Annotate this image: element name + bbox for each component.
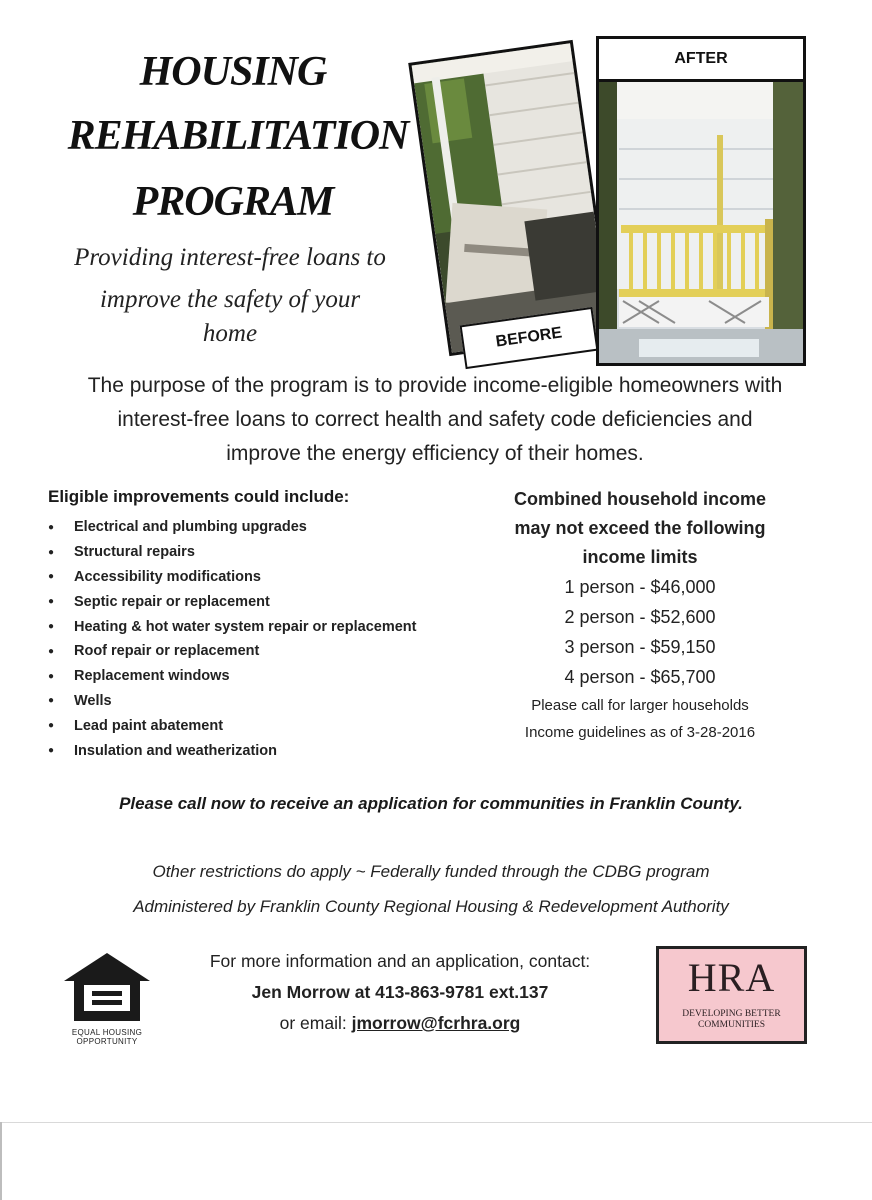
bullet-icon: ● [48,521,55,533]
list-item [48,565,416,590]
title-line-1: HOUSING [139,49,327,95]
bullet-icon: ● [48,670,55,682]
subtitle-line-1: Providing interest-free loans to [74,244,386,271]
purpose-paragraph [40,369,830,471]
page-edge-left [0,1122,2,1200]
income-limits-block [470,485,810,746]
bullet-icon: ● [48,720,55,732]
subtitle-line-2: improve the safety of your [99,286,361,313]
income-heading-2: may not exceed the following [514,518,766,538]
list-item-label: Roof repair or replacement [74,643,260,660]
purpose-line-3: improve the energy efficiency of their homes. [226,442,644,465]
subtitle-line-3: home [202,320,258,347]
house-icon [62,951,152,1023]
contact-block [170,946,630,1039]
list-item [48,515,416,540]
hra-logo-text: HRA [687,955,776,1000]
hra-tagline-2: COMMUNITIES [697,1020,766,1030]
list-item-label: Lead paint abatement [74,717,224,734]
list-item-label: Heating & hot water system repair or replacement [74,618,417,635]
list-item [48,614,416,639]
bullet-icon: ● [48,621,55,633]
list-item-label: Insulation and weatherization [74,742,278,759]
purpose-line-1: The purpose of the program is to provide income-eligible homeowners with [87,374,783,397]
list-item [48,540,416,565]
page-edge-line [0,1122,872,1123]
hra-logo [656,946,807,1044]
list-item [48,689,416,714]
before-label: BEFORE [460,307,599,369]
list-item-label: Structural repairs [74,544,195,561]
income-heading-1: Combined household income [513,489,766,509]
list-item-label: Replacement windows [74,668,230,685]
list-item-label: Wells [74,692,112,709]
call-now-text: Please call now to receive an application for communities in Franklin County. [119,794,743,813]
list-item [48,738,416,763]
bullet-icon: ● [48,546,55,558]
list-item [48,664,416,689]
after-photo [596,36,806,366]
title-line-2: REHABILITATION [67,113,409,159]
eho-text-1: EQUAL HOUSING [71,1028,143,1037]
after-label: AFTER [596,36,806,82]
restrictions-line-2: Administered by Franklin County Regional Housing & Redevelopment Authority [133,897,729,916]
equal-housing-logo [62,951,152,1046]
income-limit-1: 1 person - $46,000 [564,577,716,597]
list-item-label: Electrical and plumbing upgrades [74,519,307,536]
bullet-icon: ● [48,596,55,608]
income-note-2: Income guidelines as of 3-28-2016 [524,724,756,741]
bullet-icon: ● [48,745,55,757]
list-item-label: Accessibility modifications [74,568,261,585]
contact-line-1: For more information and an application, contact: [209,951,591,971]
contact-email-line [170,1008,630,1039]
list-item [48,589,416,614]
restrictions-line-1: Other restrictions do apply ~ Federally funded through the CDBG program [152,862,710,881]
improvements-list [48,515,416,763]
before-porch-image [412,43,611,352]
income-limit-2: 2 person - $52,600 [564,607,716,627]
hra-tagline-1: DEVELOPING BETTER [682,1009,781,1019]
list-item [48,639,416,664]
list-item [48,713,416,738]
income-heading-3: income limits [582,547,698,567]
bullet-icon: ● [48,645,55,657]
bullet-icon: ● [48,695,55,707]
contact-name-phone: Jen Morrow at 413-863-9781 ext.137 [251,982,549,1002]
eho-text-2: OPPORTUNITY [76,1037,138,1046]
bullet-icon: ● [48,571,55,583]
improvements-heading: Eligible improvements could include: [48,487,350,506]
email-link[interactable]: jmorrow@fcrhra.org [351,1013,521,1033]
income-note-1: Please call for larger households [531,697,749,714]
list-item-label: Septic repair or replacement [74,593,270,610]
income-limit-3: 3 person - $59,150 [564,637,716,657]
email-prefix: or email: [279,1013,352,1033]
title-line-3: PROGRAM [132,179,334,225]
income-limit-4: 4 person - $65,700 [564,667,716,687]
after-porch-image [599,39,803,363]
purpose-line-2: interest-free loans to correct health and safety code deficiencies and [117,408,753,431]
